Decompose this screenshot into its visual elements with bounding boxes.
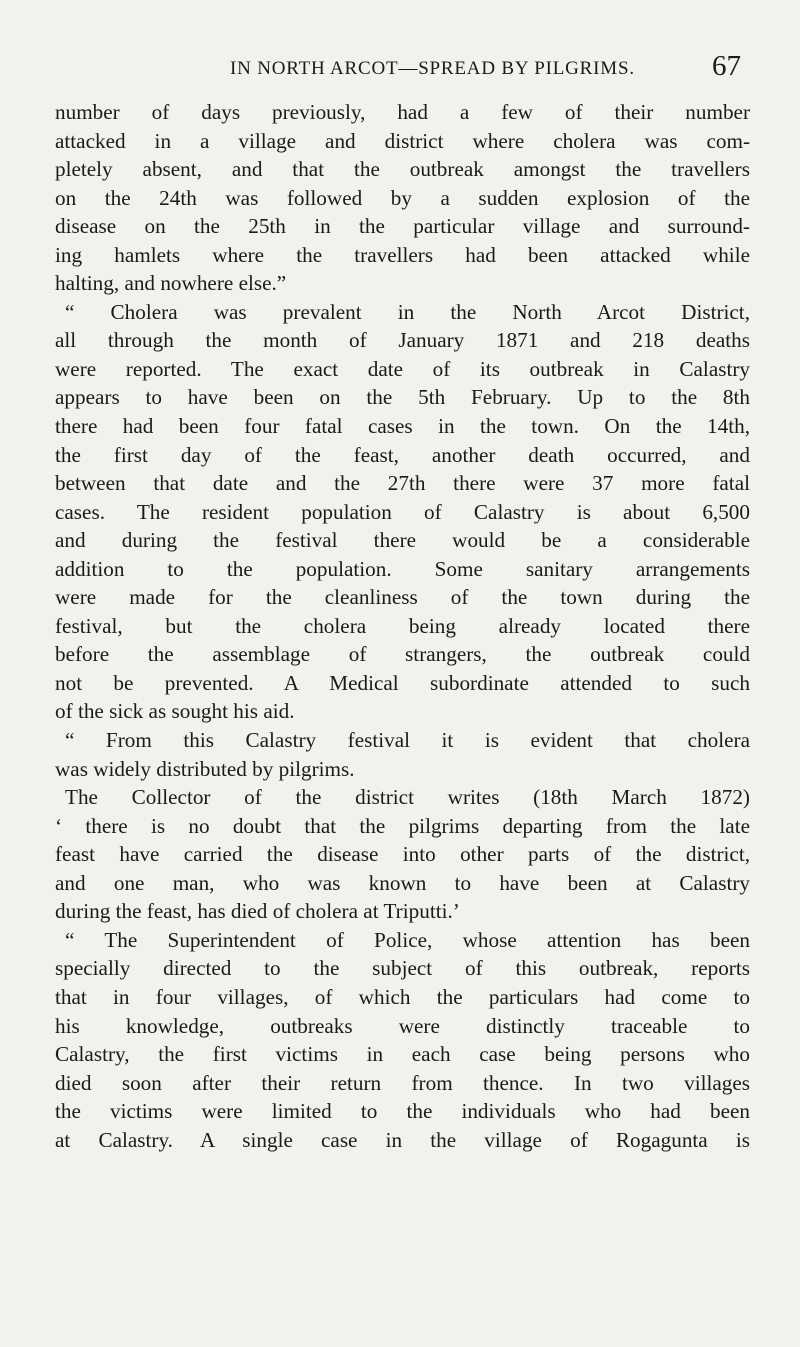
text-line: all through the month of January 1871 and 218 deaths bbox=[55, 328, 750, 353]
running-head bbox=[0, 50, 800, 90]
text-line: at Calastry. A single case in the village of Rogagunta is bbox=[55, 1127, 750, 1152]
text-line: number of days previously, had a few of their number bbox=[55, 100, 750, 124]
text-line: specially directed to the subject of this outbreak, reports bbox=[55, 956, 750, 981]
text-line: died soon after their return from thence. In two villages bbox=[55, 1070, 750, 1095]
text-line: before the assemblage of strangers, the outbreak could bbox=[55, 642, 750, 667]
text-line: the victims were limited to the individuals who had been bbox=[55, 1099, 750, 1124]
text-line: not be prevented. A Medical subordinate attended to such bbox=[55, 670, 750, 695]
text-line: addition to the population. Some sanitary arrangements bbox=[55, 556, 750, 581]
text-line: halting, and nowhere else.” bbox=[55, 271, 287, 296]
text-line: that in four villages, of which the particulars had come to bbox=[55, 984, 750, 1009]
text-line: ing hamlets where the travellers had been attacked while bbox=[55, 242, 750, 267]
text-line: appears to have been on the 5th February. Up to the 8th bbox=[55, 385, 750, 410]
text-line: was widely distributed by pilgrims. bbox=[55, 756, 355, 781]
text-line: ‘ there is no doubt that the pilgrims departing from the late bbox=[55, 813, 750, 838]
text-line: cases. The resident population of Calastry is about 6,500 bbox=[55, 499, 750, 524]
text-line: between that date and the 27th there were 37 more fatal bbox=[55, 471, 750, 496]
text-line: were reported. The exact date of its outbreak in Calastry bbox=[55, 356, 750, 381]
text-line: the first day of the feast, another death occurred, and bbox=[55, 442, 750, 467]
text-line: “ From this Calastry festival it is evident that cholera bbox=[65, 728, 750, 753]
text-line: Calastry, the first victims in each case being persons who bbox=[55, 1042, 750, 1067]
text-line: disease on the 25th in the particular village and surround- bbox=[55, 214, 750, 239]
text-line: of the sick as sought his aid. bbox=[55, 699, 295, 724]
text-line: The Collector of the district writes (18th March 1872) bbox=[65, 785, 750, 810]
text-line: on the 24th was followed by a sudden explosion of the bbox=[55, 185, 750, 210]
text-line: during the feast, has died of cholera at Triputti.’ bbox=[55, 899, 460, 924]
text-line: his knowledge, outbreaks were distinctly traceable to bbox=[55, 1013, 750, 1038]
text-line: and during the festival there would be a considerable bbox=[55, 528, 750, 553]
text-line: festival, but the cholera being already located there bbox=[55, 613, 750, 638]
body-text bbox=[55, 98, 750, 1154]
text-line: and one man, who was known to have been at Calastry bbox=[55, 870, 750, 895]
text-line: there had been four fatal cases in the town. On the 14th, bbox=[55, 414, 750, 439]
text-line: feast have carried the disease into other parts of the district, bbox=[55, 842, 750, 867]
text-line: pletely absent, and that the outbreak amongst the travellers bbox=[55, 157, 750, 182]
text-line: attacked in a village and district where cholera was com- bbox=[55, 128, 750, 153]
text-line: “ The Superintendent of Police, whose attention has been bbox=[65, 927, 750, 952]
running-title: IN NORTH ARCOT—SPREAD BY PILGRIMS. bbox=[230, 58, 635, 79]
text-line: “ Cholera was prevalent in the North Arcot District, bbox=[65, 299, 750, 324]
page-number: 67 bbox=[712, 50, 741, 82]
text-line: were made for the cleanliness of the town during the bbox=[55, 585, 750, 610]
